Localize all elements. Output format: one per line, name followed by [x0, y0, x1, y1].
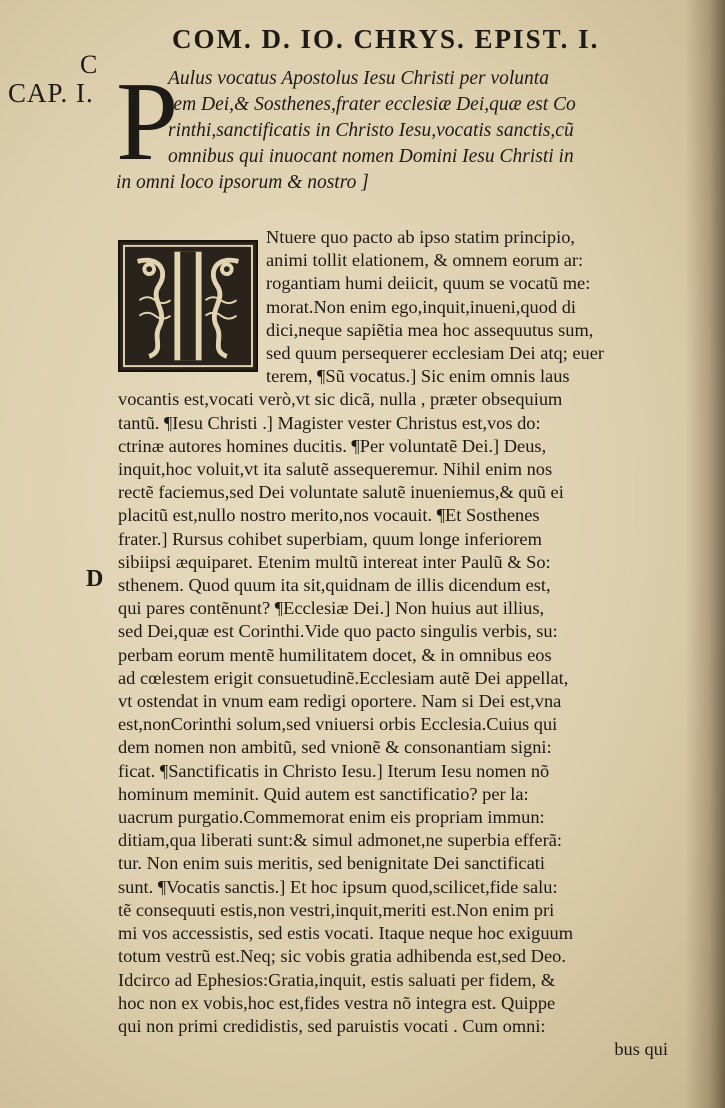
chapter-label: CAP. I.: [8, 78, 94, 108]
commentary-line: ctrinæ autores homines ducitis. ¶Per voluntatẽ Dei.] Deus,: [118, 435, 547, 456]
commentary-line: hoc non ex vobis,hoc est,fides vestra nõ integra est. Quippe: [118, 992, 556, 1013]
commentary-line: sthenem. Quod quum ita sit,quidnam de illis dicendum est,: [118, 575, 551, 596]
commentary-line: morat.Non enim ego,inquit,inueni,quod di: [266, 296, 577, 317]
commentary-line: totum vestrũ est.Neq; sic vobis gratia adhibenda est,sed Deo.: [118, 946, 566, 967]
commentary-line: tur. Non enim suis meritis, sed benignitate Dei sanctificati: [118, 853, 545, 874]
commentary-line: Idcirco ad Ephesios:Gratia,inquit, estis saluati per fidem, &: [118, 969, 556, 990]
commentary-line: ditiam,qua liberati sunt:& simul admonet,ne superbia efferã:: [118, 830, 562, 851]
running-head: COM. D. IO. CHRYS. EPIST. I.: [172, 24, 600, 54]
lemma-line: omnibus qui inuocant nomen Domini Iesu Christi in: [168, 146, 574, 167]
commentary-line: sed quum persequerer ecclesiam Dei atq; euer: [266, 343, 605, 364]
lemma-line: Aulus vocatus Apostolus Iesu Christi per volunta: [168, 68, 549, 89]
commentary-line: ad cœlestem erigit consuetudinẽ.Ecclesiam autẽ Dei appellat,: [118, 667, 569, 688]
lemma-line: rinthi,sanctificatis in Christo Iesu,vocatis sanctis,cũ: [168, 120, 574, 141]
lemma-initial-letter: P: [116, 60, 179, 184]
commentary-line: tẽ consequuti estis,non vestri,inquit,meriti est.Non enim pri: [118, 899, 555, 920]
commentary-text: [118, 226, 678, 1061]
commentary-line: dici,neque sapiẽtia mea hoc assequutus sum,: [266, 319, 594, 340]
commentary-line: perbam eorum mentẽ humilitatem docet, & in omnibus eos: [118, 644, 552, 665]
commentary-line: terem, ¶Sũ vocatus.] Sic enim omnis laus: [266, 366, 570, 387]
commentary-line: ficat. ¶Sanctificatis in Christo Iesu.] Iterum Iesu nomen nõ: [118, 760, 550, 781]
commentary-line: est,nonCorinthi solum,sed vniuersi orbis Ecclesia.Cuius qui: [118, 714, 558, 735]
commentary-line: tantũ. ¶Iesu Christi .] Magister vester Christus est,vos do:: [118, 412, 541, 433]
lemma-line: in omni loco ipsorum & nostro ]: [116, 172, 369, 193]
commentary-line: placitũ est,nullo nostro merito,nos vocauit. ¶Et Sosthenes: [118, 505, 540, 526]
commentary-line: qui non primi credidistis, sed paruistis vocati . Cum omni:: [118, 1015, 546, 1036]
lemma-line: tem Dei,& Sosthenes,frater ecclesiæ Dei,quæ est Co: [168, 94, 576, 115]
commentary-line: uacrum purgatio.Commemorat enim eis propriam immun:: [118, 807, 545, 828]
commentary-line: rogantiam humi deiicit, quum se vocatũ me:: [266, 273, 591, 294]
commentary-line: dem nomen non ambitũ, sed vnionẽ & consonantiam signi:: [118, 737, 552, 758]
commentary-line: Ntuere quo pacto ab ipso statim principio,: [266, 227, 575, 247]
commentary-line: hominum meminit. Quid autem est sanctificatio? per la:: [118, 783, 529, 804]
commentary-line: sunt. ¶Vocatis sanctis.] Et hoc ipsum quod,scilicet,fide salu:: [118, 876, 558, 897]
commentary-line: vocantis est,vocati verò,vt sic dicã, nulla , præter obsequium: [118, 389, 563, 410]
margin-letter-d: D: [86, 566, 104, 592]
commentary-line: mi vos accessistis, sed estis vocati. Itaque neque hoc exiguum: [118, 923, 574, 944]
commentary-line: frater.] Rursus cohibet superbiam, quum longe inferiorem: [118, 528, 542, 549]
commentary-line: rectẽ faciemus,sed Dei voluntate salutẽ inueniemus,& quũ ei: [118, 482, 564, 503]
commentary-line: sibiipsi æquiparet. Etenim multũ intereat inter Paulũ & So:: [118, 551, 551, 572]
commentary-line: vt ostendat in vnum eam redigi oportere. Nam si Dei est,vna: [118, 691, 562, 712]
commentary-line: qui pares contẽnunt? ¶Ecclesiæ Dei.] Non huius aut illius,: [118, 598, 545, 619]
catchword: bus qui: [614, 1039, 668, 1060]
commentary-line: inquit,hoc voluit,vt ita salutẽ assequeremur. Nihil enim nos: [118, 459, 553, 480]
lemma-text: [116, 66, 698, 196]
margin-letter-c: C: [80, 50, 98, 79]
commentary-line: sed Dei,quæ est Corinthi.Vide quo pacto singulis verbis, su:: [118, 621, 558, 642]
commentary-line: animi tollit elationem, & omnem eorum ar:: [266, 250, 584, 271]
